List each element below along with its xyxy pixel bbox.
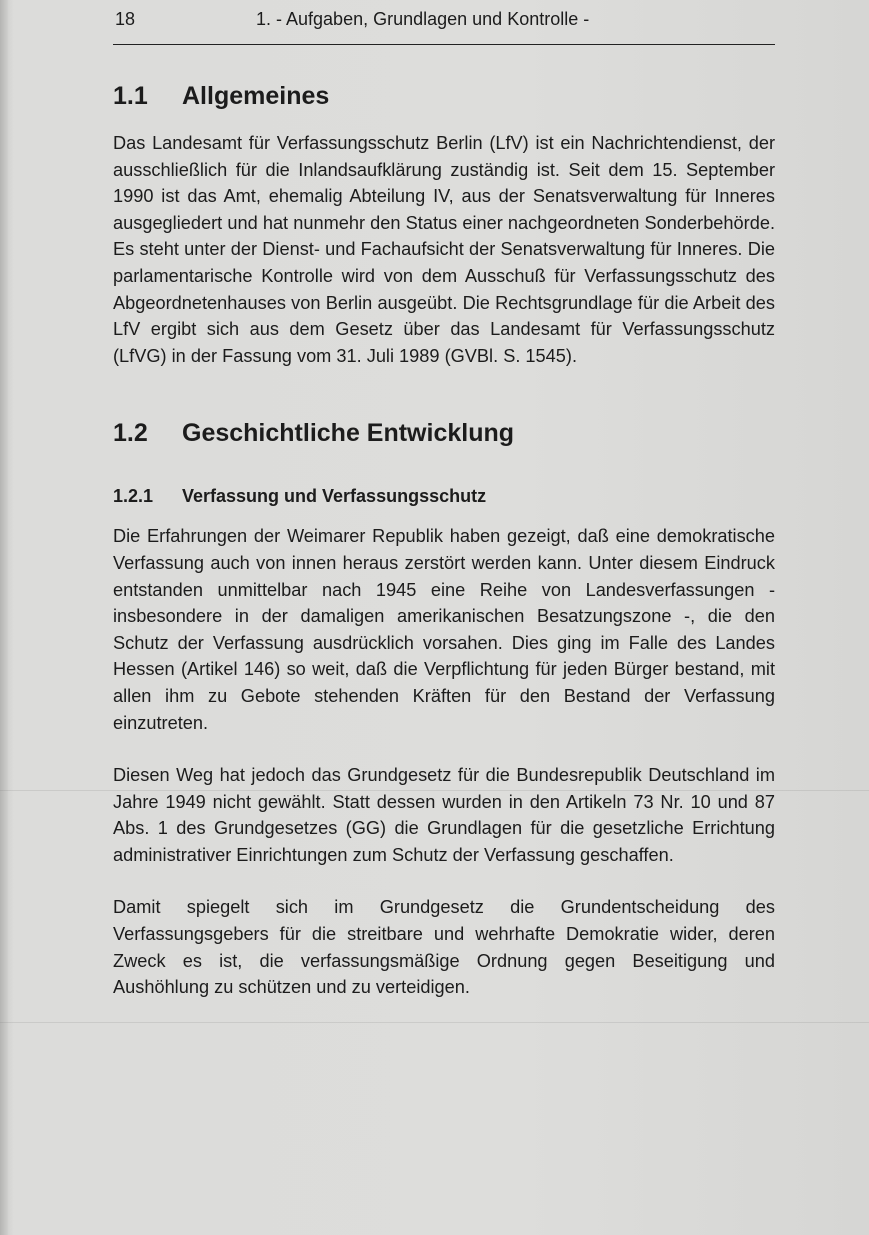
paragraph-wehrhafte-demokratie: Damit spiegelt sich im Grundgesetz die Grundentscheidung des Verfassungsgebers für die streitbare und wehrhafte Demokratie wider, deren Zweck es ist, die verfassungsmäßige Ordnung gegen Beseitigung und Aushöhlung zu schützen und zu verteidigen. [113,897,775,998]
section-heading-geschichte [113,413,775,453]
section-title: Geschichtliche Entwicklung [182,419,515,448]
page-spine-shadow [0,0,8,1235]
running-header-title: 1. - Aufgaben, Grundlagen und Kontrolle - [256,9,590,29]
subsection-title: Verfassung und Verfassungsschutz [182,486,487,507]
scan-artifact-line [0,1022,869,1023]
header-divider [113,44,775,45]
subsection-number: 1.2.1 [113,486,154,507]
section-heading-allgemeines [113,76,775,116]
subsection-heading-verfassung [113,483,775,509]
section-number: 1.1 [113,82,148,110]
page-number: 18 [115,9,136,29]
paragraph-lfv-overview: Das Landesamt für Verfassungsschutz Berlin (LfV) ist ein Nachrichtendienst, der ausschließlich für die Inlandsaufklärung zuständig ist. Seit dem 15. September 1990 ist das Amt, ehemalig Abteilung IV, aus der Senatsverwaltung für Inneres ausgegliedert und hat nunmehr den Status einer nachgeordneten Sonderbehörde. Es steht unter der Dienst- und Fachaufsicht der Senatsverwaltung für Inneres. Die parlamentarische Kontrolle wird von dem Ausschuß für Verfassungsschutz des Abgeordnetenhauses von Berlin ausgeübt. Die Rechtsgrundlage für die Arbeit des LfV ergibt sich aus dem Gesetz über das Landesamt für Verfassungsschutz (LfVG) in der Fassung vom 31. Juli 1989 (GVBl. S. 1545). [113,133,775,366]
page-content [113,76,775,1001]
paragraph-grundgesetz: Diesen Weg hat jedoch das Grundgesetz für die Bundesrepublik Deutschland im Jahre 1949 nicht gewählt. Statt dessen wurden in den Artikeln 73 Nr. 10 und 87 Abs. 1 des Grundgesetzes (GG) die Grundlagen für die gesetzliche Errichtung administrativer Einrichtungen zum Schutz der Verfassung geschaffen. [113,765,775,865]
section-number: 1.2 [113,419,148,448]
section-title: Allgemeines [182,82,330,110]
paragraph-weimar: Die Erfahrungen der Weimarer Republik haben gezeigt, daß eine demokratische Verfassung auch von innen heraus zerstört werden kann. Unter diesem Eindruck entstanden unmittelbar nach 1945 eine Reihe von Landesverfassungen - insbesondere in der damaligen amerikanischen Besatzungszone -, die den Schutz der Verfassung ausdrücklich vorsahen. Dies ging im Falle des Landes Hessen (Artikel 146) so weit, daß die Verpflichtung für jeden Bürger bestand, mit allen ihm zu Gebote stehenden Kräften für den Bestand der Verfassung einzutreten. [113,526,775,733]
running-header [115,6,775,32]
